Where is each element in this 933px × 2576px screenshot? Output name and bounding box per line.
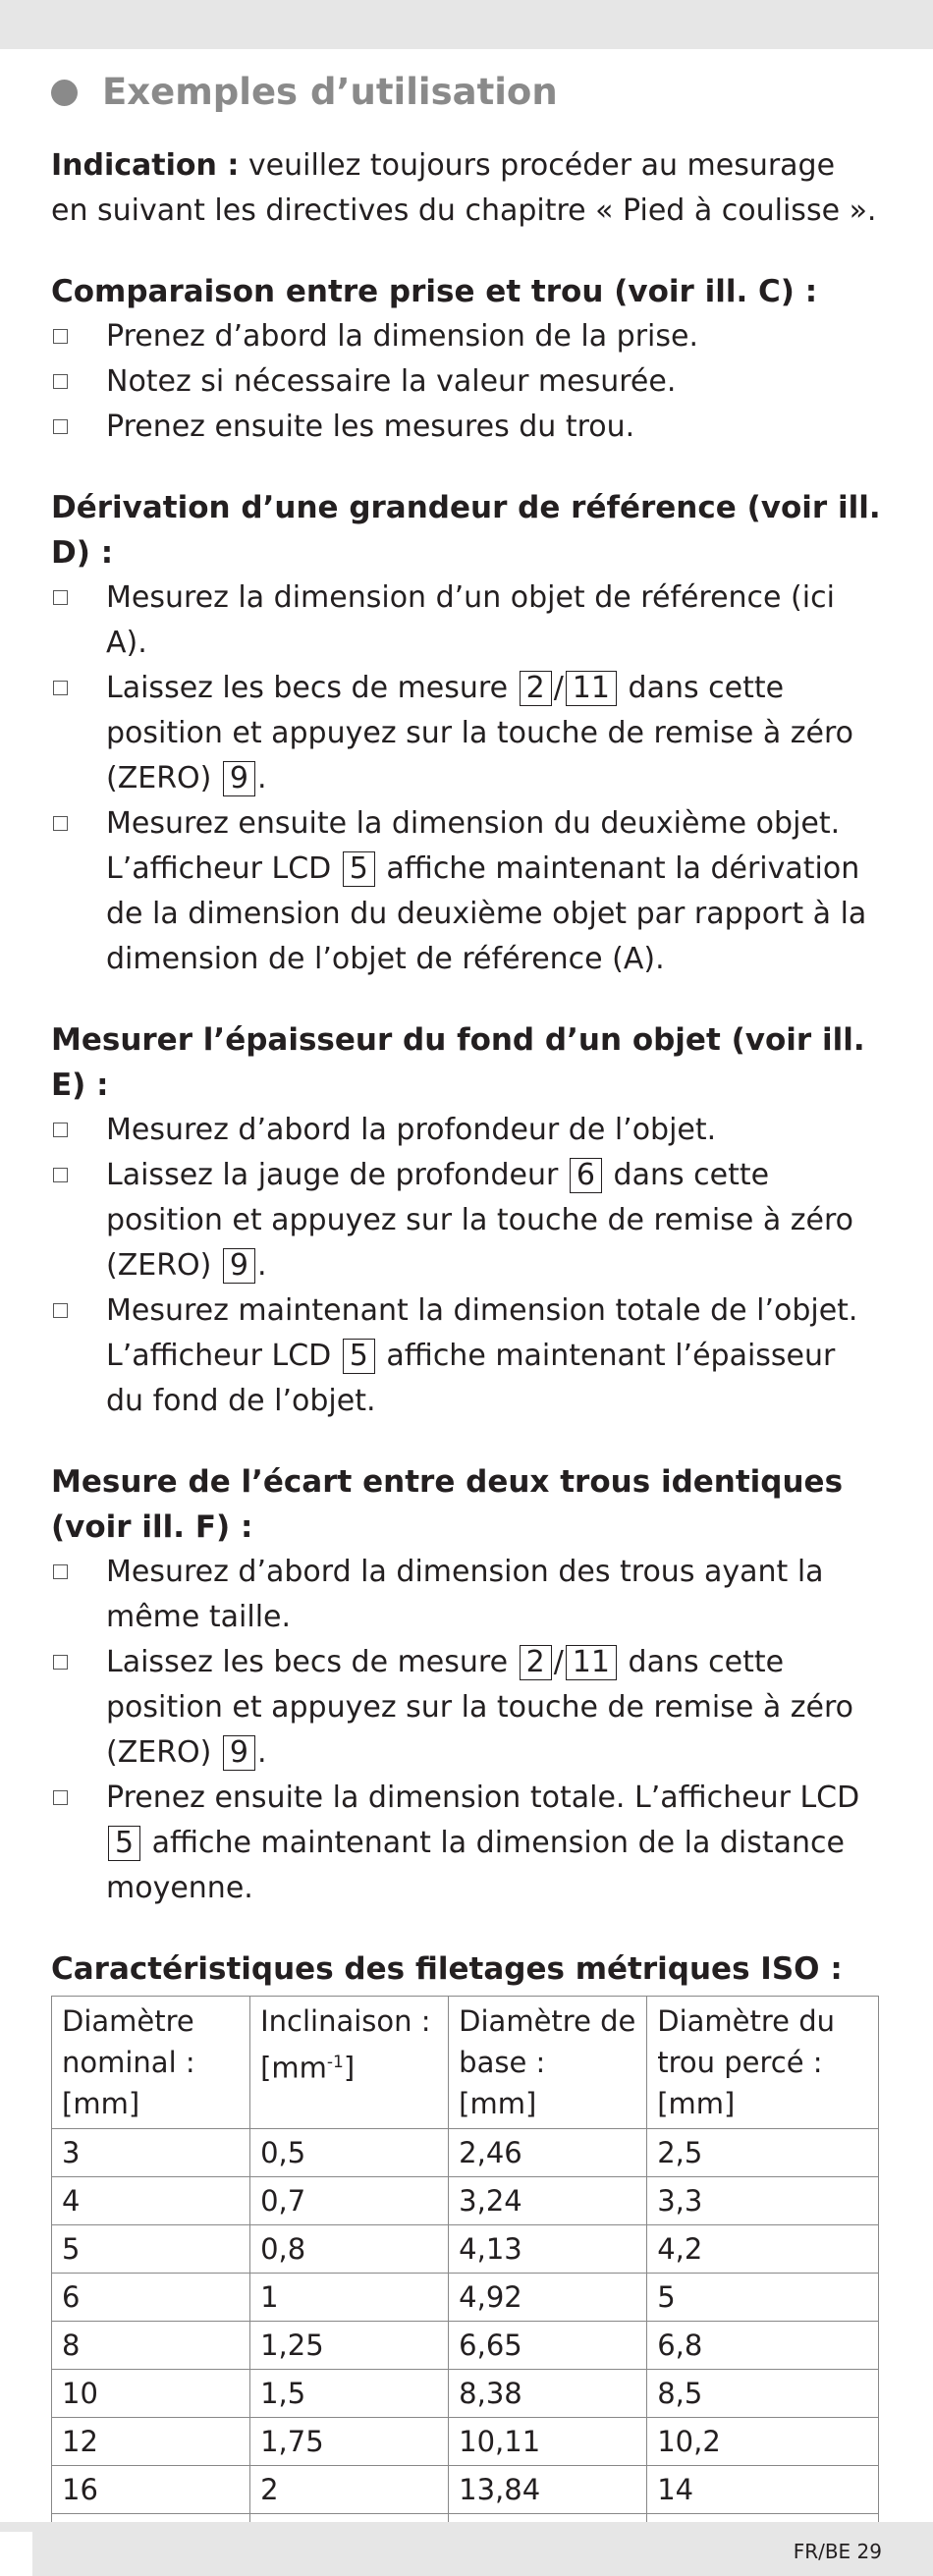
iso-thread-table — [51, 1996, 879, 2562]
slash: / — [553, 671, 564, 706]
step-text: Notez si nécessaire la valeur mesurée. — [106, 364, 677, 400]
column-header-inclinaison — [250, 1997, 449, 2129]
indication-text: veuillez toujours procéder au mesurage en suivant les directives du chapitre « Pied à coulisse ». — [51, 148, 877, 229]
header-text: trou percé : — [657, 2046, 823, 2080]
part-ref-5: 5 — [343, 1339, 375, 1374]
part-ref-2: 2 — [520, 1645, 552, 1680]
table-cell: 3,3 — [647, 2177, 879, 2225]
section-header — [51, 71, 881, 114]
part-ref-11: 11 — [566, 1645, 617, 1680]
header-text: [mm] — [459, 2087, 537, 2121]
step-text: Mesurez d’abord la dimension des trous ayant la même taille. — [106, 1555, 824, 1635]
table-cell: 8 — [52, 2322, 250, 2370]
list-item — [51, 1108, 881, 1153]
table-cell: 8,5 — [647, 2370, 879, 2418]
indication-paragraph — [51, 143, 881, 234]
column-header-base — [449, 1997, 647, 2129]
column-header-nominal — [52, 1997, 250, 2129]
section-title: Exemples d’utilisation — [102, 71, 558, 113]
list-item — [51, 1776, 881, 1911]
part-ref-6: 6 — [570, 1158, 602, 1193]
header-text: nominal : — [62, 2046, 195, 2080]
table-cell: 8,38 — [449, 2370, 647, 2418]
header-text: [mm] — [62, 2087, 140, 2121]
table-cell: 3,24 — [449, 2177, 647, 2225]
comparaison-heading: Comparaison entre prise et trou (voir ill. C) : — [51, 274, 818, 310]
part-ref-5: 5 — [343, 851, 375, 887]
table-cell: 1 — [250, 2274, 449, 2322]
table-cell: 4,13 — [449, 2225, 647, 2274]
ecart-steps — [51, 1550, 881, 1911]
step-text: Mesurez d’abord la profondeur de l’objet. — [106, 1113, 717, 1148]
table-row — [52, 2466, 879, 2514]
table-row — [52, 2370, 879, 2418]
step-text: dans cette position et appuyez sur la touche de remise à zéro (ZERO) — [106, 1158, 854, 1284]
table-row — [52, 2225, 879, 2274]
table-cell: 3 — [52, 2129, 250, 2177]
list-item — [51, 575, 881, 666]
table-cell: 10,2 — [647, 2418, 879, 2466]
table-cell: 10 — [52, 2370, 250, 2418]
section-bullet-icon — [51, 80, 78, 106]
list-item — [51, 1288, 881, 1424]
list-item — [51, 314, 881, 359]
table-cell: 4 — [52, 2177, 250, 2225]
page-number: FR/BE 29 — [793, 2540, 882, 2563]
table-cell: 6,65 — [449, 2322, 647, 2370]
header-text: Diamètre de — [459, 2004, 636, 2039]
table-row — [52, 2418, 879, 2466]
table-cell: 14 — [647, 2466, 879, 2514]
step-text: Mesurez la dimension d’un objet de référence (ici A). — [106, 580, 835, 661]
list-item — [51, 1153, 881, 1288]
footer-band — [0, 2522, 933, 2576]
table-cell: 1,75 — [250, 2418, 449, 2466]
step-text: Mesurez maintenant la dimension totale de l’objet. L’afficheur LCD — [106, 1293, 858, 1374]
table-cell: 10,11 — [449, 2418, 647, 2466]
step-text: affiche maintenant la dimension de la distance moyenne. — [106, 1826, 846, 1906]
footer-notch — [0, 2532, 32, 2576]
ecart-block — [51, 1459, 881, 1911]
table-cell: 1,5 — [250, 2370, 449, 2418]
part-ref-9: 9 — [223, 1248, 255, 1284]
step-text: Laissez les becs de mesure — [106, 1645, 518, 1680]
step-text: dans cette position et appuyez sur la touche de remise à zéro (ZERO) — [106, 671, 854, 796]
list-item — [51, 359, 881, 405]
derivation-block — [51, 485, 881, 982]
header-text: base : — [459, 2046, 546, 2080]
table-row — [52, 2322, 879, 2370]
epaisseur-heading: Mesurer l’épaisseur du fond d’un objet (voir ill. E) : — [51, 1022, 865, 1104]
table-cell: 0,8 — [250, 2225, 449, 2274]
derivation-heading: Dérivation d’une grandeur de référence (voir ill. D) : — [51, 490, 881, 572]
table-cell: 13,84 — [449, 2466, 647, 2514]
header-text: [mm] — [657, 2087, 736, 2121]
checkbox-square-icon — [53, 816, 68, 831]
checkbox-square-icon — [53, 1303, 68, 1318]
checkbox-square-icon — [53, 681, 68, 695]
header-text: [mm — [260, 2052, 327, 2086]
part-ref-9: 9 — [223, 761, 255, 796]
header-text: Diamètre — [62, 2004, 194, 2039]
checkbox-square-icon — [53, 1168, 68, 1182]
table-row — [52, 2274, 879, 2322]
checkbox-square-icon — [53, 329, 68, 344]
table-cell: 2,46 — [449, 2129, 647, 2177]
top-band — [0, 0, 933, 49]
step-text: Laissez les becs de mesure — [106, 671, 518, 706]
header-text: ] — [343, 2052, 356, 2086]
indication-label: Indication : — [51, 148, 240, 184]
list-item — [51, 801, 881, 982]
table-cell: 1,25 — [250, 2322, 449, 2370]
page-content — [51, 71, 881, 2562]
list-item — [51, 666, 881, 801]
period: . — [257, 761, 267, 796]
part-ref-11: 11 — [566, 671, 617, 706]
header-text: Diamètre du — [657, 2004, 835, 2039]
table-cell: 4,92 — [449, 2274, 647, 2322]
part-ref-9: 9 — [223, 1735, 255, 1771]
table-cell: 16 — [52, 2466, 250, 2514]
table-cell: 2,5 — [647, 2129, 879, 2177]
table-cell: 5 — [52, 2225, 250, 2274]
iso-table-block — [51, 1946, 881, 2562]
step-text: dans cette position et appuyez sur la touche de remise à zéro (ZERO) — [106, 1645, 854, 1771]
comparaison-block — [51, 269, 881, 450]
table-cell: 4,2 — [647, 2225, 879, 2274]
step-text: Prenez ensuite les mesures du trou. — [106, 410, 635, 445]
period: . — [257, 1248, 267, 1284]
step-text: Laissez la jauge de profondeur — [106, 1158, 568, 1193]
epaisseur-steps — [51, 1108, 881, 1424]
checkbox-square-icon — [53, 590, 68, 605]
part-ref-2: 2 — [520, 671, 552, 706]
part-ref-5: 5 — [108, 1826, 140, 1861]
column-header-trou — [647, 1997, 879, 2129]
table-cell: 5 — [647, 2274, 879, 2322]
epaisseur-block — [51, 1017, 881, 1424]
derivation-steps — [51, 575, 881, 982]
table-cell: 0,5 — [250, 2129, 449, 2177]
checkbox-square-icon — [53, 1790, 68, 1805]
comparaison-steps — [51, 314, 881, 450]
period: . — [257, 1735, 267, 1771]
table-cell: 12 — [52, 2418, 250, 2466]
list-item — [51, 1550, 881, 1640]
list-item — [51, 1640, 881, 1776]
table-header-row — [52, 1997, 879, 2129]
table-row — [52, 2129, 879, 2177]
table-cell: 2 — [250, 2466, 449, 2514]
checkbox-square-icon — [53, 1564, 68, 1579]
header-superscript: -1 — [326, 2053, 344, 2073]
ecart-heading: Mesure de l’écart entre deux trous identiques (voir ill. F) : — [51, 1464, 844, 1546]
step-text: Prenez d’abord la dimension de la prise. — [106, 319, 699, 355]
step-text: affiche maintenant l’épaisseur du fond de l’objet. — [106, 1339, 836, 1419]
step-text: affiche maintenant la dérivation de la dimension du deuxième objet par rapport à la dimension de l’objet de référence (A). — [106, 851, 867, 977]
header-text: Inclinaison : — [260, 2004, 431, 2039]
checkbox-square-icon — [53, 374, 68, 389]
list-item — [51, 405, 881, 450]
step-text: Mesurez ensuite la dimension du deuxième objet. L’afficheur LCD — [106, 806, 841, 887]
step-text: Prenez ensuite la dimension totale. L’afficheur LCD — [106, 1781, 860, 1816]
table-cell: 6 — [52, 2274, 250, 2322]
table-cell: 0,7 — [250, 2177, 449, 2225]
slash: / — [553, 1645, 564, 1680]
checkbox-square-icon — [53, 1123, 68, 1137]
checkbox-square-icon — [53, 1655, 68, 1670]
iso-table-heading: Caractéristiques des filetages métriques ISO : — [51, 1951, 843, 1988]
checkbox-square-icon — [53, 419, 68, 434]
table-cell: 6,8 — [647, 2322, 879, 2370]
table-row — [52, 2177, 879, 2225]
